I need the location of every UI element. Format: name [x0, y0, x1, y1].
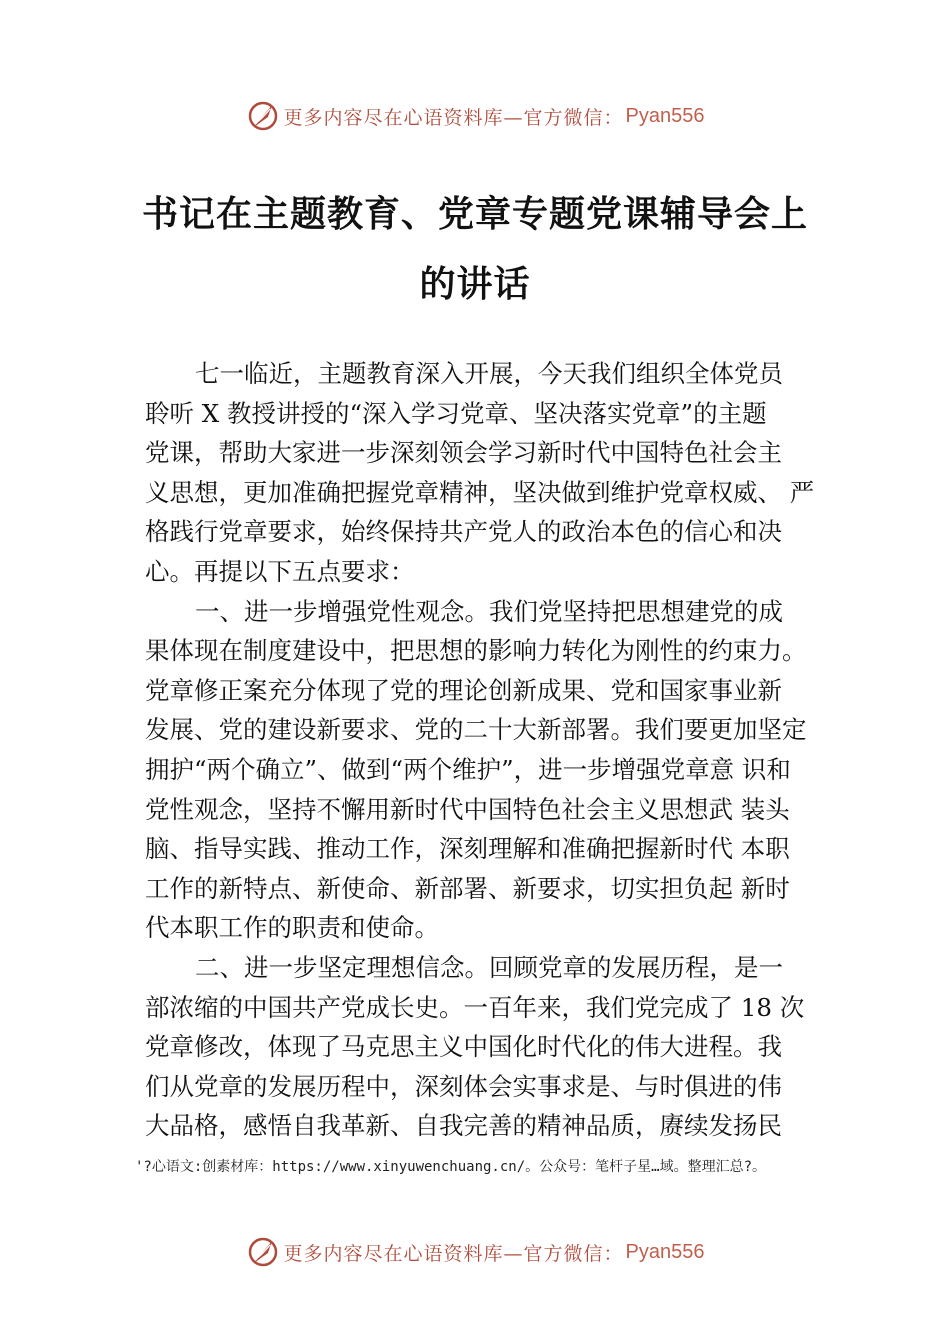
body-line: 发展、党的建设新要求、党的二十大新部署。我们要更加坚定: [145, 715, 807, 745]
page-title-line-2: 的讲话: [419, 263, 531, 305]
body-line: 们从党章的发展历程中，深刻体会实事求是、与时俱进的伟: [145, 1071, 782, 1101]
body-line: 果体现在制度建设中，把思想的影响力转化为刚性的约束力。: [145, 636, 807, 666]
quill-logo-icon: [246, 1235, 280, 1269]
header-wechat-id: Pyan556: [625, 104, 705, 127]
body-line: 党课，帮助大家进一步深刻领会学习新时代中国特色社会主: [145, 438, 782, 468]
body-line: 党章修改，体现了马克思主义中国化时代化的伟大进程。我: [145, 1032, 782, 1062]
body-line: 聆听 X 教授讲授的“深入学习党章、坚决落实党章”的主题: [145, 398, 767, 428]
body-line: 党性观念，坚持不懈用新时代中国特色社会主义思想武 装头: [145, 794, 790, 824]
body-line: 部浓缩的中国共产党成长史。一百年来，我们党完成了 18 次: [145, 992, 805, 1022]
body-line: 代本职工作的职责和使命。: [145, 913, 439, 943]
footer-banner: [0, 1232, 950, 1272]
body-line: 二、进一步坚定理想信念。回顾党章的发展历程，是一: [195, 952, 783, 982]
body-line: 大品格，感悟自我革新、自我完善的精神品质，赓续发扬民: [145, 1111, 782, 1141]
footnote: '?心语文:创素材库：https://www.xinyuwenchuang.cn/。公众号：笔杆子星…域。整理汇总?。: [135, 1159, 767, 1175]
quill-logo-icon: [246, 99, 280, 133]
body-line: 脑、指导实践、推动工作，深刻理解和准确把握新时代 本职: [145, 834, 790, 864]
header-banner-text: 更多内容尽在心语资料库—官方微信：: [283, 106, 624, 129]
body-line: 七一临近，主题教育深入开展，今天我们组织全体党员: [195, 359, 783, 388]
page-title-line-1: 书记在主题教育、党章专题党课辅导会上: [141, 193, 808, 235]
footer-banner-text: 更多内容尽在心语资料库—官方微信：: [283, 1242, 624, 1265]
body-line: 义思想，更加准确把握党章精神，坚决做到维护党章权威、 严: [145, 477, 815, 507]
header-banner: [0, 96, 950, 136]
body-line: 拥护“两个确立”、做到“两个维护”，进一步增强党章意 识和: [145, 754, 791, 784]
body-line: 格践行党章要求，始终保持共产党人的政治本色的信心和决: [145, 517, 782, 547]
body-line: 心。再提以下五点要求：: [145, 556, 415, 586]
body-line: 党章修正案充分体现了党的理论创新成果、党和国家事业新: [145, 675, 782, 705]
body-line: 一、进一步增强党性观念。我们党坚持把思想建党的成: [195, 596, 783, 626]
document-body: [145, 354, 825, 1146]
body-line: 工作的新特点、新使命、新部署、新要求，切实担负起 新时: [145, 873, 790, 903]
footer-wechat-id: Pyan556: [625, 1240, 705, 1263]
